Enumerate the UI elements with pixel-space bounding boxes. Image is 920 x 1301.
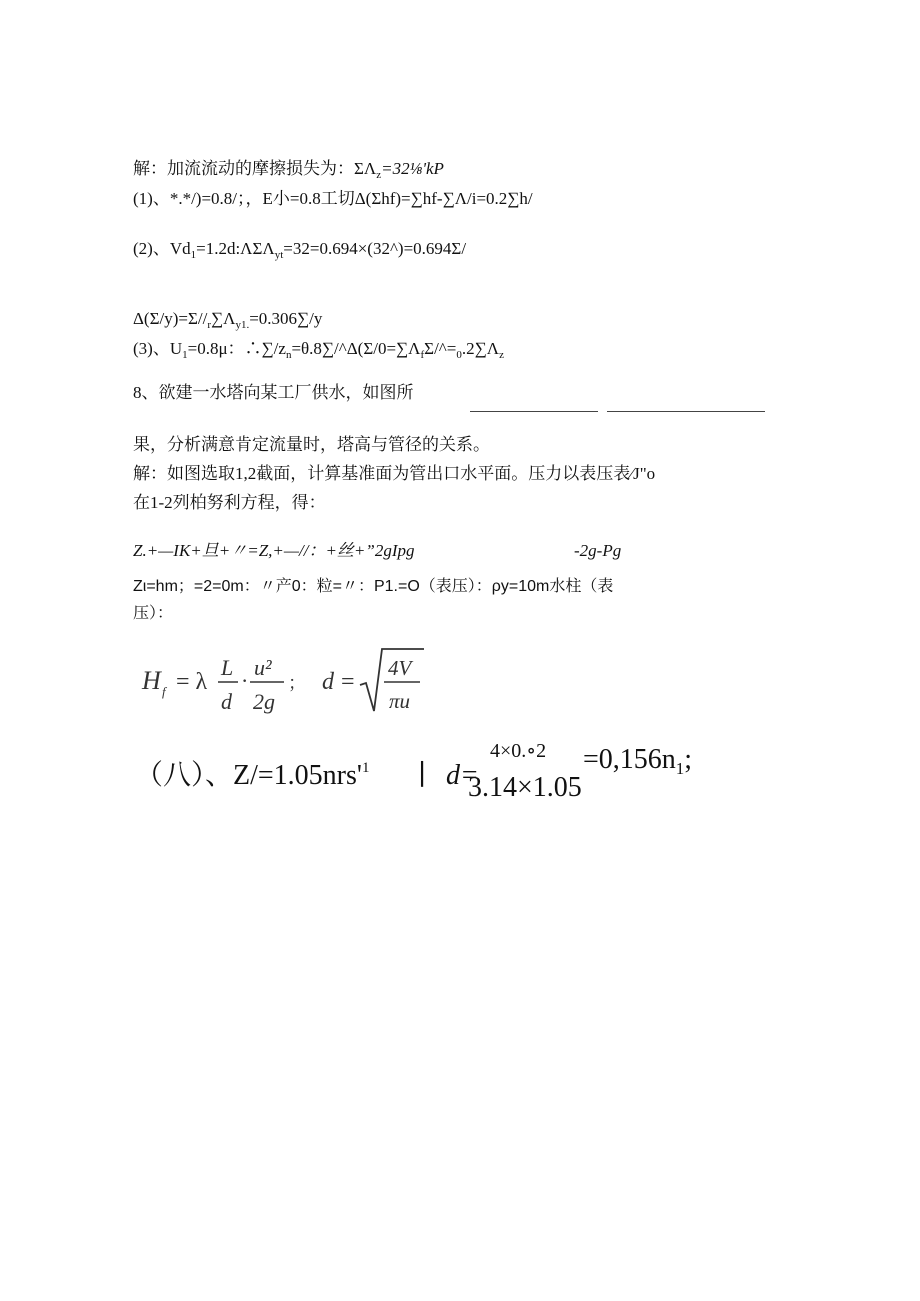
delta-line [133, 308, 322, 332]
step-2-line [133, 238, 466, 262]
text: =1.2d:ΛΣΛ [196, 239, 275, 258]
text: Δ(Σ/y)=Σ// [133, 309, 208, 328]
step-3-line [133, 338, 504, 362]
problem-8-continued: 果，分析满意肯定流量时，塔高与管径的关系。 [133, 435, 490, 454]
fill-blank-1 [470, 411, 598, 412]
formula-hf: H [142, 666, 161, 695]
formula-dot: · [241, 668, 249, 693]
fill-blank-2 [607, 411, 765, 412]
formula-u2: u² [254, 655, 272, 680]
formula-L: L [221, 655, 234, 680]
subscript: f [420, 349, 425, 361]
text: ∑Λ [210, 309, 236, 328]
text: ; [684, 744, 693, 775]
subscript: yt [274, 249, 284, 261]
text: =0,156n [583, 744, 676, 775]
separator-bar: ∣ [418, 760, 427, 791]
formula-equals-lambda: = λ [176, 669, 208, 695]
text: (2)、Vd [133, 239, 191, 258]
text: （八）、Z/=1.05nrs' [135, 760, 362, 791]
text: =0.306∑/y [249, 309, 323, 328]
conditions-line-2: 压）： [133, 605, 174, 622]
text: 解：加流流动的摩擦损失为：ΣΛ [133, 159, 377, 178]
text: =0.8μ：∴∑/z [187, 339, 286, 358]
bernoulli-equation [133, 540, 415, 562]
text: =32⅛'kP [381, 159, 444, 178]
subscript: 1 [675, 759, 685, 778]
fraction-denominator: 3.14×1.05 [468, 772, 582, 803]
formula-pi-u: πu [389, 689, 411, 713]
bernoulli-intro: 在1-2列柏努利方程，得： [133, 493, 326, 512]
text: =θ.8∑/^Δ(Σ/0=∑Λ [291, 339, 421, 358]
subscript: z [499, 349, 504, 361]
formula-separator: ； [288, 673, 306, 693]
text: (3)、U [133, 339, 183, 358]
solution-line-1 [133, 158, 444, 182]
subscript: y1. [235, 319, 250, 331]
equation-left: Z.+—IK+旦+〃=Z,+—//：+丝+”2gIpg [133, 541, 415, 560]
subscript: 0 [456, 349, 462, 361]
text: =32=0.694×(32^)=0.694Σ/ [283, 239, 467, 258]
bernoulli-equation-tail: -2g-Pg [574, 541, 622, 560]
fraction-numerator: 4×0.∘2 [490, 740, 547, 762]
subscript: 1 [190, 249, 197, 261]
d-equals: d= [446, 760, 479, 791]
formula-2g: 2g [253, 689, 275, 714]
formula-hf-sub: f [162, 684, 166, 699]
subscript: 1 [182, 349, 188, 361]
problem-8-line: 8、欲建一水塔向某工厂供水，如图所 [133, 383, 414, 402]
subscript: n [285, 349, 292, 361]
formula-equals: = [341, 669, 355, 695]
formula-4V: 4V [388, 656, 412, 680]
subscript: z [376, 169, 382, 181]
friction-formula-image [138, 645, 428, 717]
formula-d: d [221, 689, 232, 714]
text: .2∑Λ [461, 339, 500, 358]
formula-d-lhs: d [322, 669, 334, 695]
superscript: 1 [361, 760, 370, 776]
subscript: r [207, 319, 211, 331]
conditions-line: Zι=hm；=2=0m：〃产0：粒=〃：P1.=O（表压）：ρy=10m水柱（表 [133, 578, 614, 595]
step-1-line: (1)、*.*/)=0.8/；，E小=0.8工切Δ(Σhf)=∑hf-∑Λ/i=0.2∑h/ [133, 189, 533, 208]
text: Σ/^= [424, 339, 457, 358]
final-result-prefix [135, 760, 369, 796]
final-result-value [583, 744, 692, 779]
solution-intro: 解：如图选取1,2截面，计算基准面为管出口水平面。压力以表压表∕J"o [133, 464, 656, 483]
